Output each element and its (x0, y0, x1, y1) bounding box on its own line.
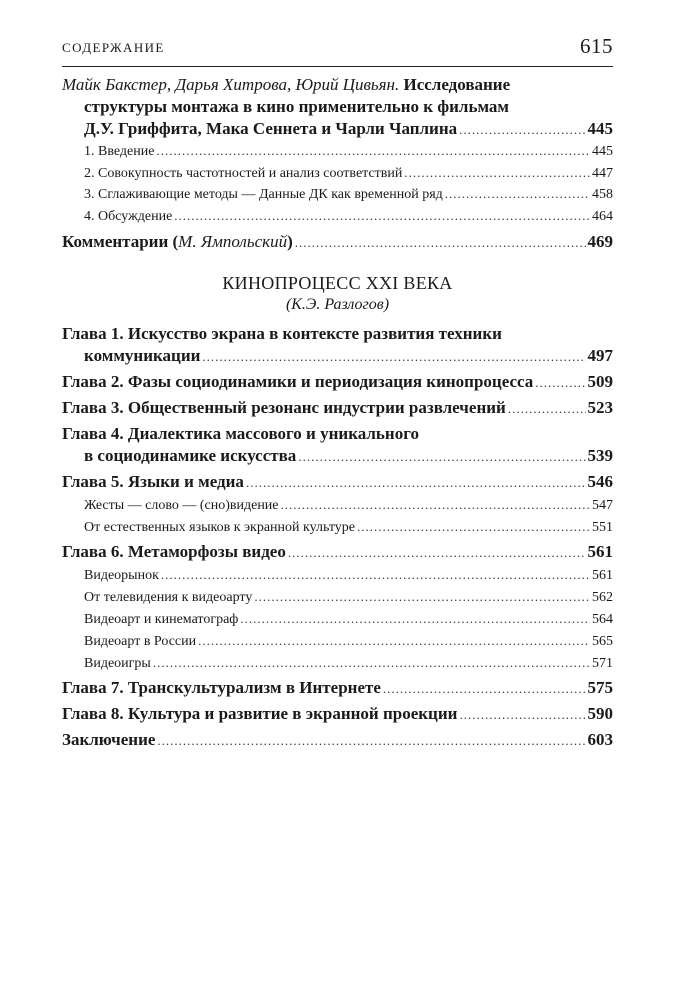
chapter-title: Глава 7. Транскультурализм в Интернете (62, 678, 381, 697)
page-header (62, 36, 613, 67)
dot-leader (459, 704, 585, 726)
subentry-label: 2. Совокупность частотностей и анализ соответствий (84, 165, 403, 181)
dot-leader (157, 730, 585, 752)
comments-label: Комментарии ( (62, 232, 179, 251)
chapter-page: 523 (587, 398, 613, 417)
subentry-label: Видеоарт и кинематограф (84, 612, 239, 627)
subentry-page: 458 (592, 187, 613, 202)
subentry-label: Видеоарт в России (84, 634, 197, 649)
dot-leader (156, 141, 590, 162)
running-title: СОДЕРЖАНИЕ (62, 40, 165, 55)
toc-subentry (62, 184, 613, 206)
dot-leader (508, 398, 586, 420)
comments-close: ) (287, 232, 293, 251)
chapter-page: 497 (587, 346, 613, 365)
chapter-page: 575 (587, 678, 613, 697)
chapter-page: 603 (587, 730, 613, 749)
toc-chapter-2 (62, 371, 613, 394)
chapter-title: Глава 5. Языки и медиа (62, 472, 244, 491)
dot-leader (357, 516, 590, 537)
dot-leader (246, 472, 586, 494)
toc-subentry (62, 586, 613, 608)
page-number: 615 (580, 34, 613, 58)
toc-chapter-6 (62, 541, 613, 564)
toc-subentry (62, 141, 613, 163)
dot-leader (240, 608, 590, 629)
dot-leader (535, 372, 585, 394)
chapter-title: Глава 8. Культура и развитие в экранной проекции (62, 704, 458, 723)
subentry-page: 562 (592, 590, 613, 605)
dot-leader (254, 586, 590, 607)
subentry-page: 464 (592, 208, 613, 224)
dot-leader (404, 163, 590, 184)
dot-leader (445, 184, 590, 205)
chapter-page: 546 (587, 472, 613, 491)
toc-subentry (62, 564, 613, 586)
chapter-title: Глава 1. Искусство экрана в контексте развития техники (62, 324, 502, 343)
entry-title-line-1: Исследование (403, 75, 511, 94)
toc-conclusion (62, 729, 613, 752)
subentry-label: 3. Сглаживающие методы — Данные ДК как временной ряд (84, 187, 443, 202)
entry-title-line-2: структуры монтажа в кино применительно к фильмам (84, 97, 509, 116)
toc-subentry (62, 608, 613, 630)
comments-author: М. Ямпольский (178, 232, 288, 251)
dot-leader (161, 564, 590, 585)
toc-subentry (62, 163, 613, 185)
chapter-title: Глава 6. Метаморфозы видео (62, 542, 286, 561)
toc-entry-montage-study (62, 74, 613, 141)
section-author: (К.Э. Разлогов) (285, 296, 390, 313)
chapter-title-cont: коммуникации (84, 346, 201, 365)
dot-leader (174, 206, 590, 227)
toc (62, 74, 613, 752)
subentry-page: 561 (592, 568, 613, 583)
subentry-label: Видеорынок (84, 568, 159, 583)
comments-page: 469 (587, 232, 613, 251)
subentry-page: 571 (592, 656, 613, 671)
chapter-page: 561 (587, 542, 613, 561)
dot-leader (298, 446, 585, 468)
chapter-title: Глава 4. Диалектика массового и уникального (62, 424, 419, 443)
chapter-title: Глава 2. Фазы социодинамики и периодизация кинопроцесса (62, 372, 534, 391)
subentry-page: 547 (592, 498, 613, 513)
dot-leader (202, 346, 585, 368)
entry-page: 445 (587, 119, 613, 138)
chapter-page: 539 (587, 446, 613, 465)
entry-title-line-3: Д.У. Гриффита, Мака Сеннета и Чарли Чаплина (84, 119, 458, 138)
subentry-label: Видеоигры (84, 656, 151, 671)
entry-authors: Майк Бакстер, Дарья Хитрова, Юрий Цивьян. (62, 75, 400, 94)
toc-chapter-5 (62, 471, 613, 494)
subentry-page: 565 (592, 634, 613, 649)
dot-leader (153, 652, 590, 673)
chapter-page: 590 (587, 704, 613, 723)
subentry-label: 1. Введение (84, 144, 155, 159)
dot-leader (295, 232, 586, 254)
subentry-label: От телевидения к видеоарту (84, 590, 253, 605)
subentry-page: 445 (592, 144, 613, 159)
chapter-page: 509 (587, 372, 613, 391)
toc-chapter-3 (62, 397, 613, 420)
subentry-page: 551 (592, 520, 613, 535)
dot-leader (383, 678, 586, 700)
toc-chapter-8 (62, 703, 613, 726)
dot-leader (459, 119, 585, 141)
subentry-label: 4. Обсуждение (84, 208, 173, 224)
toc-subentry (62, 652, 613, 674)
dot-leader (288, 542, 586, 564)
dot-leader (198, 630, 590, 651)
dot-leader (281, 494, 590, 515)
chapter-title: Глава 3. Общественный резонанс индустрии развлечений (62, 398, 506, 417)
toc-chapter-7 (62, 677, 613, 700)
subentry-label: Жесты — слово — (сно)видение (84, 498, 279, 513)
toc-entry-comments (62, 231, 613, 254)
toc-subentry (62, 630, 613, 652)
toc-chapter-1 (62, 323, 613, 368)
chapter-title: Заключение (62, 730, 156, 749)
toc-subentry (62, 516, 613, 538)
chapter-title-cont: в социодинамике искусства (84, 446, 297, 465)
toc-subentry (62, 494, 613, 516)
subentry-page: 564 (592, 612, 613, 627)
toc-chapter-4 (62, 423, 613, 468)
section-title: КИНОПРОЦЕСС XXI ВЕКА (222, 273, 453, 293)
toc-subentry (62, 206, 613, 228)
subentry-page: 447 (592, 165, 613, 181)
subentry-label: От естественных языков к экранной культуре (84, 520, 356, 535)
